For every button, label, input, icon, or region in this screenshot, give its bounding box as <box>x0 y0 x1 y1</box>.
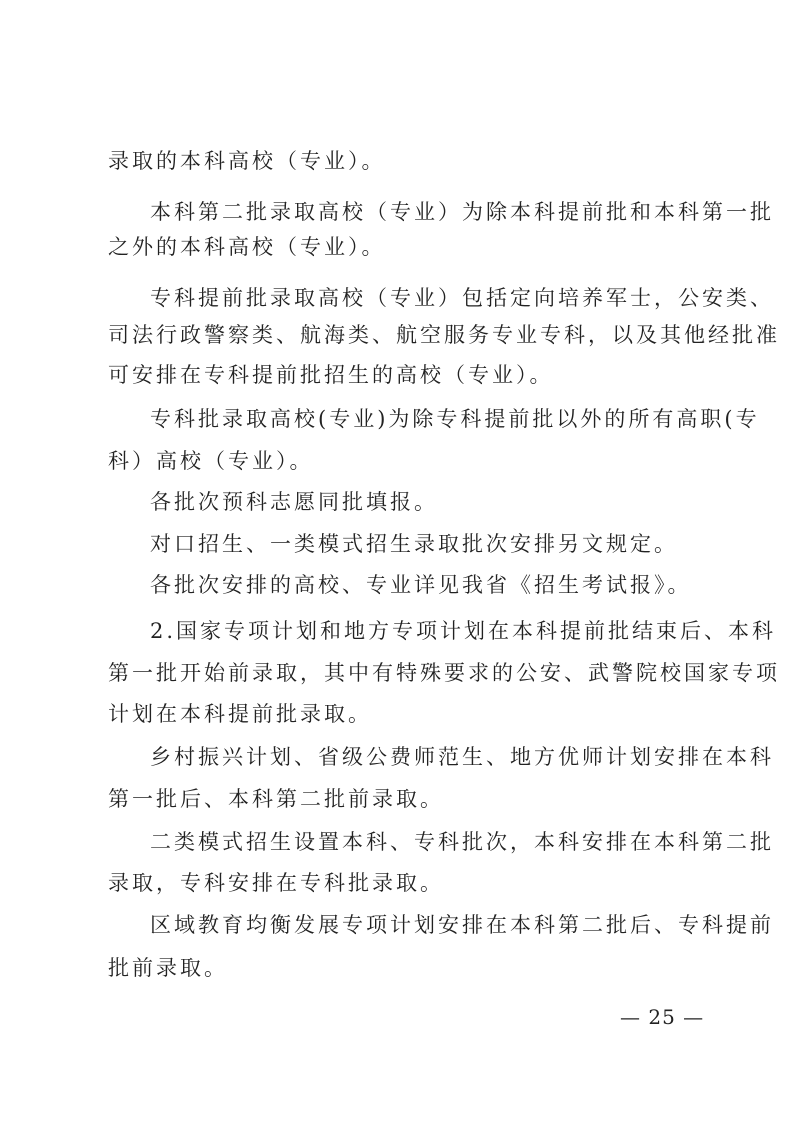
text-line: 区域教育均衡发展专项计划安排在本科第二批后、专科提前 <box>150 913 774 937</box>
text-line: 司法行政警察类、航海类、航空服务专业专科，以及其他经批准 <box>108 323 780 347</box>
text-line: 批前录取。 <box>108 956 228 980</box>
text-line: 第一批后、本科第二批前录取。 <box>108 787 444 811</box>
text-line: 2.国家专项计划和地方专项计划在本科提前批结束后、本科 <box>150 619 777 643</box>
text-line: 第一批开始前录取，其中有特殊要求的公安、武警院校国家专项 <box>108 661 780 685</box>
text-line: 二类模式招生设置本科、专科批次，本科安排在本科第二批 <box>150 830 774 854</box>
text-line: 计划在本科提前批录取。 <box>108 702 372 726</box>
text-line: 录取，专科安排在专科批录取。 <box>108 871 444 895</box>
text-line: 可安排在专科提前批招生的高校（专业）。 <box>108 363 554 387</box>
text-line: 乡村振兴计划、省级公费师范生、地方优师计划安排在本科 <box>150 745 774 769</box>
text-line: 本科第二批录取高校（专业）为除本科提前批和本科第一批 <box>150 200 774 224</box>
text-line: 各批次安排的高校、专业详见我省《招生考试报》。 <box>150 573 692 597</box>
text-line: 科）高校（专业）。 <box>108 449 314 473</box>
text-line: 之外的本科高校（专业）。 <box>108 235 386 259</box>
text-line: 各批次预科志愿同批填报。 <box>150 490 438 514</box>
text-line: 录取的本科高校（专业）。 <box>108 149 386 173</box>
text-line: 专科提前批录取高校（专业）包括定向培养军士，公安类、 <box>150 286 774 310</box>
text-line: 对口招生、一类模式招生录取批次安排另文规定。 <box>150 532 678 556</box>
page-number: — 25 — <box>620 1005 705 1029</box>
text-line: 专科批录取高校(专业)为除专科提前批以外的所有高职(专 <box>150 407 760 431</box>
